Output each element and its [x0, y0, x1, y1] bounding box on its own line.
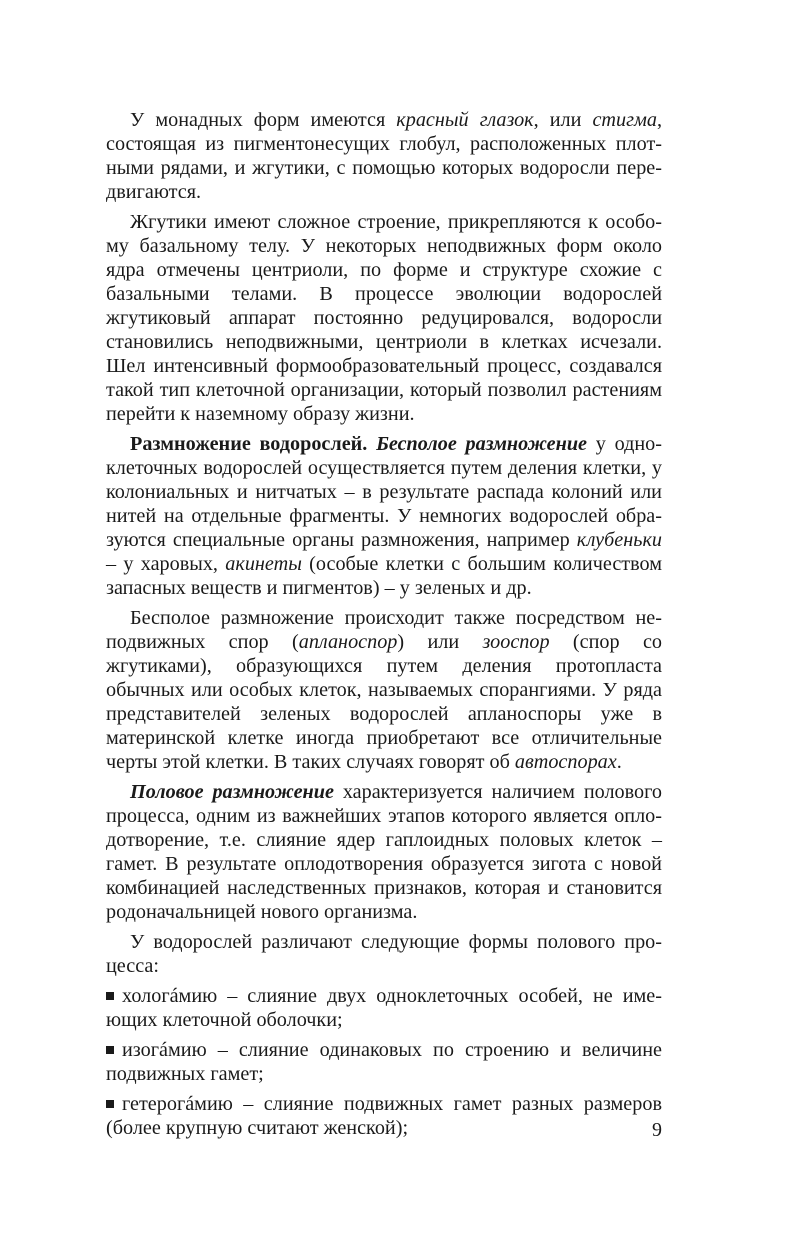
paragraph-forms-intro — [106, 930, 662, 978]
term-asexual-reproduction: Бесполое размножение — [376, 433, 588, 455]
body-text — [106, 108, 662, 1146]
text-run: , или — [533, 109, 593, 131]
page-number: 9 — [652, 1119, 662, 1141]
text-run: (спор со жгутиками), образующихся путем деления протопласта обычных или особых клеток, называемых спорангиями. У ряда представителей зеленых водорослей апланоспоры уже в материнской клетке иногда приобретают все отличительные черты этой клетки. В таких случаях говорят об — [106, 631, 662, 773]
term-zoospores: зооспор — [482, 631, 550, 653]
text-run: (особые клетки с большим количеством запасных веществ и пигментов) – у зеленых и др. — [106, 553, 662, 599]
term-autospores: автоспорах — [514, 751, 617, 773]
text-run: Бесполое размножение происходит также посредством неподвижных спор ( — [106, 607, 662, 653]
term-stigma: стигма — [592, 109, 657, 131]
list-item-text: гетерогáмию – слияние подвижных гамет разных размеров (более крупную считают женской); — [106, 1093, 662, 1139]
term-red-eyespot: красный глазок — [396, 109, 534, 131]
text-run: , состоящая из пигментонесущих глобул, расположенных плотными рядами, и жгутики, с помощью которых водоросли передвигаются. — [106, 109, 662, 203]
paragraph-monad-forms — [106, 108, 662, 204]
paragraph-spores — [106, 606, 662, 774]
paragraph-algae-reproduction — [106, 432, 662, 600]
bullet-square-icon — [106, 1100, 114, 1108]
text-run: ) или — [397, 631, 483, 653]
list-item-text: изогáмию – слияние одинаковых по строению и величине подвижных гамет; — [106, 1039, 662, 1085]
paragraph-sexual-reproduction — [106, 780, 662, 924]
list-item-hologamy — [106, 984, 662, 1032]
bullet-square-icon — [106, 1046, 114, 1054]
term-nodules: клубеньки — [576, 529, 662, 551]
text-run: У водорослей различают следующие формы полового процесса: — [106, 931, 662, 977]
text-run: У монадных форм имеются — [130, 109, 397, 131]
list-item-isogamy — [106, 1038, 662, 1086]
text-run: . — [616, 751, 622, 773]
paragraph-flagella — [106, 210, 662, 426]
term-sexual-reproduction: Половое размножение — [130, 781, 334, 803]
bullet-square-icon — [106, 992, 114, 1000]
list-item-text: хологáмию – слияние двух одноклеточных особей, не имеющих клеточной оболочки; — [106, 985, 662, 1031]
term-akinetes: акинеты — [225, 553, 302, 575]
text-run: – у харовых, — [106, 553, 226, 575]
text-run: характеризуется наличием полового процесса, одним из важнейших этапов которого является оплодотворение, т.е. слияние ядер гаплоидных половых клеток – гамет. В результате оплодотворения образуется зигота с новой комбинацией наследственных признаков, которая и становится родоначальницей нового организма. — [106, 781, 662, 923]
text-run: у одноклеточных водорослей осуществляется путем деления клетки, у колониальных и нитчатых – в результате распада колоний или нитей на отдельные фрагменты. У немногих водорослей образуются специальные органы размножения, например — [106, 433, 663, 551]
list-item-heterogamy — [106, 1092, 662, 1140]
text-run: Жгутики имеют сложное строение, прикрепляются к особому базальному телу. У некоторых неподвижных форм около ядра отмечены центриоли, по форме и структуре схожие с базальными телами. В процессе эволюции водорослей жгутиковый аппарат постоянно редуцировался, водоросли становились неподвижными, центриоли в клетках исчезали. Шел интенсивный формообразовательный процесс, создавался такой тип клеточной организации, который позволил растениям перейти к наземному образу жизни. — [106, 211, 662, 425]
term-aplanospores: апланоспор — [298, 631, 398, 653]
section-heading-reproduction: Размножение водорослей. — [130, 433, 377, 455]
